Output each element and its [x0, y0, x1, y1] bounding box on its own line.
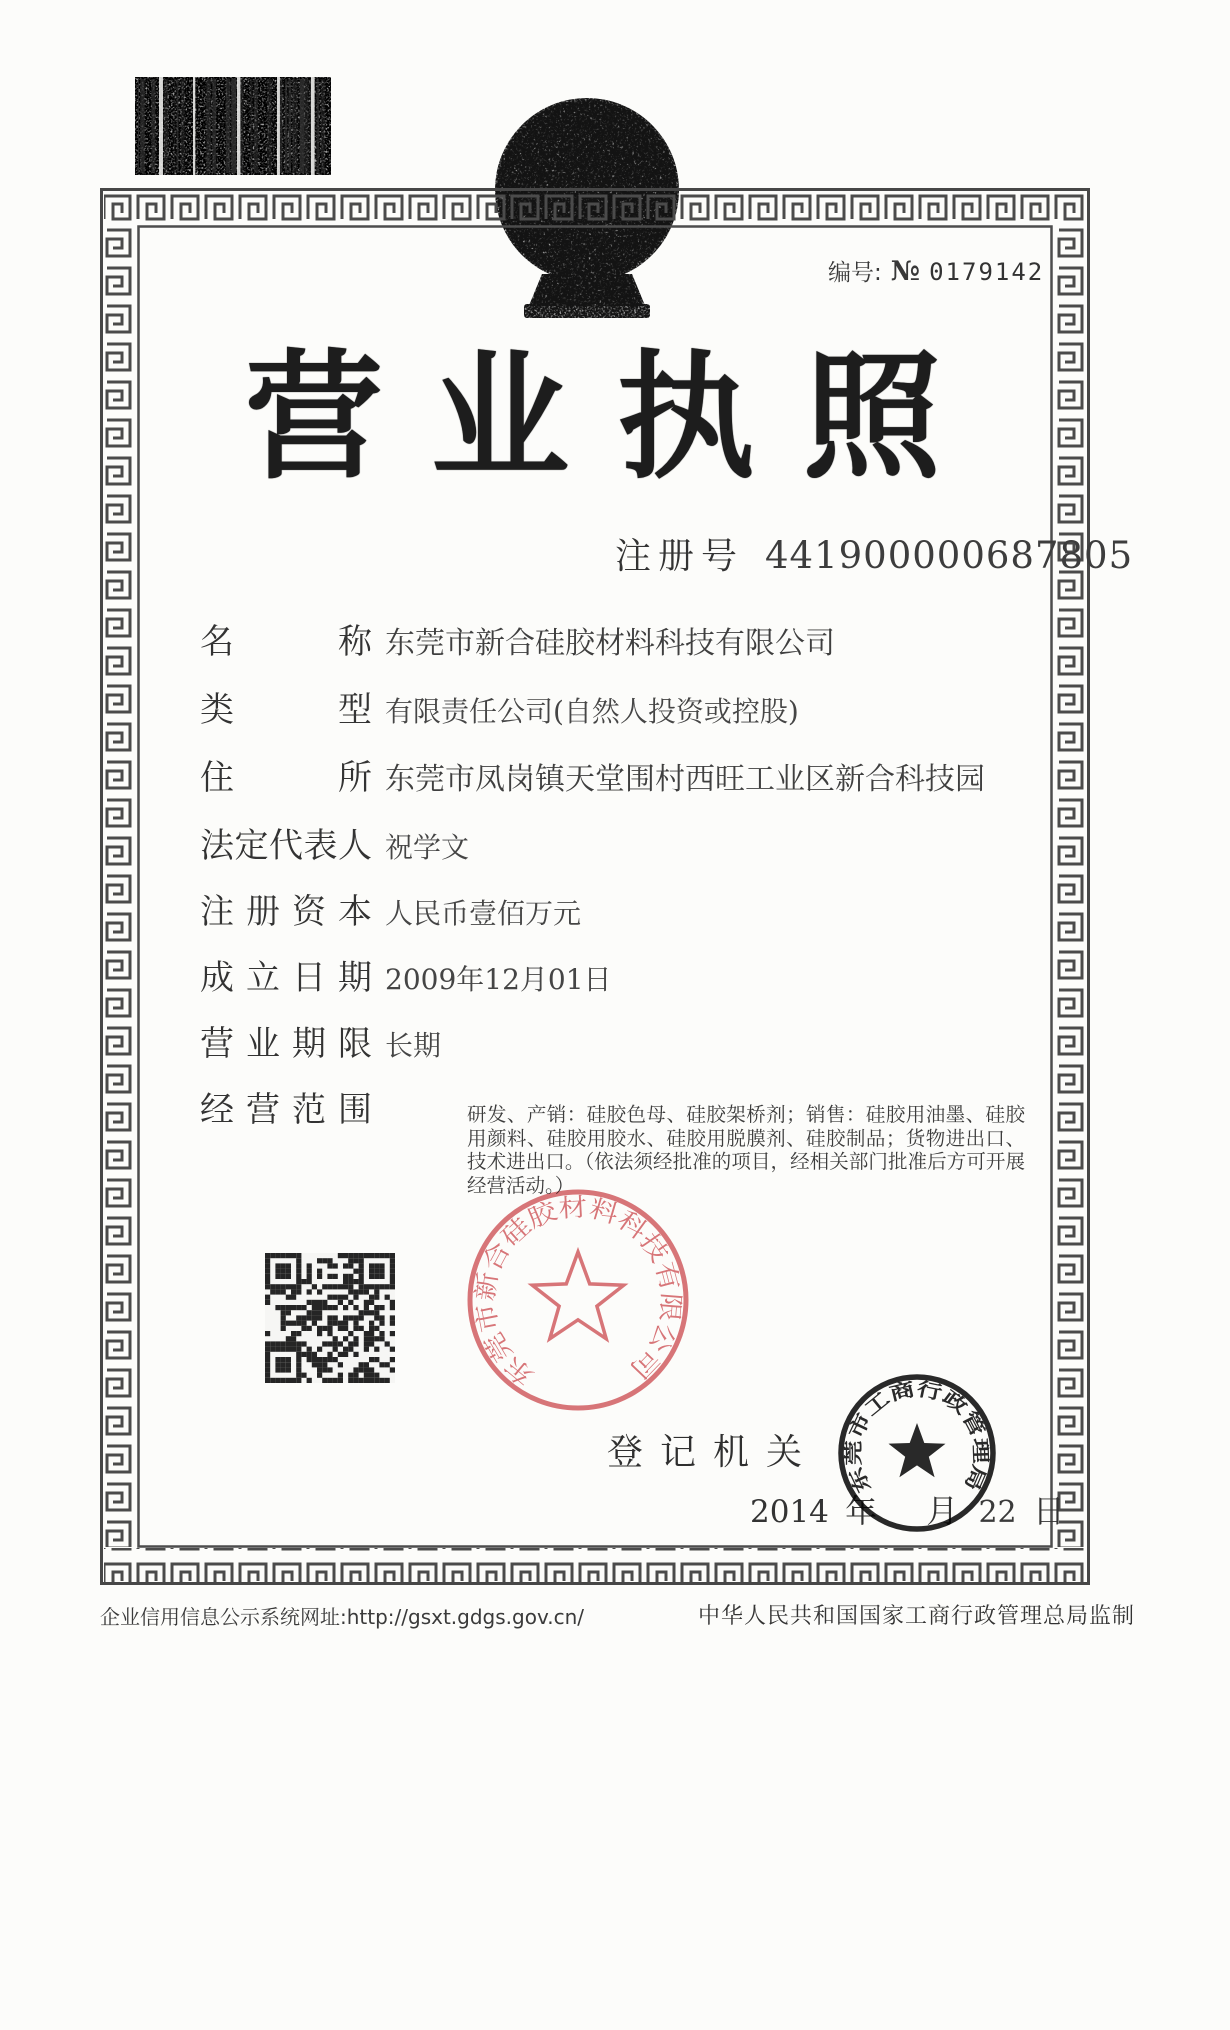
footer-issuer: 中华人民共和国国家工商行政管理总局监制 [697, 1604, 1135, 1629]
registry-stamp-text: 东莞市工商行政管理局 [842, 1377, 992, 1497]
company-seal-text: 东莞市新合硅胶材料科技有限公司 [470, 1192, 686, 1392]
company-seal [462, 1184, 694, 1416]
day-unit: 日 [1032, 1492, 1065, 1530]
star-icon [532, 1252, 623, 1339]
field-value: 2009年12月01日 [385, 963, 612, 996]
qr-code [265, 1253, 395, 1383]
field-value: 研发、产销：硅胶色母、硅胶架桥剂；销售：硅胶用油墨、硅胶用颜料、硅胶用胶水、硅胶用脱膜剂、硅胶制品；货物进出口、技术进出口。（依法须经批准的项目，经相关部门批准后方可开展经营活动。） [467, 1103, 1025, 1197]
serial-number: 0179142 [929, 258, 1045, 286]
svg-text:东莞市新合硅胶材料科技有限公司 [462, 1184, 694, 1416]
document-title: 营业执照 [244, 337, 989, 498]
field-label: 注 册 资 本 [200, 892, 372, 932]
numero-symbol: № [890, 256, 921, 287]
field-label: 法 定 代 表 人 [200, 826, 372, 866]
registration-number: 441900000687805 [765, 534, 1134, 577]
field-value: 祝学文 [385, 831, 470, 864]
registry-stamp [836, 1372, 998, 1534]
field-row-legal-representative [200, 818, 469, 867]
month-unit: 月 [926, 1492, 959, 1530]
registration-label: 注 册 号 [615, 536, 737, 577]
serial-label: 编号: [828, 260, 882, 286]
registration-number-row [615, 528, 1133, 579]
barcode [135, 75, 331, 177]
field-row-type [200, 682, 799, 731]
field-label: 营 业 期 限 [200, 1024, 372, 1064]
field-label: 成 立 日 期 [200, 958, 372, 998]
field-value: 人民币壹佰万元 [385, 897, 582, 930]
field-label: 经 营 范 围 [200, 1090, 372, 1130]
field-row-business-term [200, 1016, 441, 1065]
field-value: 长期 [385, 1029, 442, 1062]
serial-number-row [828, 254, 1048, 287]
registrar-row [607, 1424, 802, 1475]
issue-day: 22 [978, 1495, 1017, 1530]
year-unit: 年 [845, 1492, 878, 1530]
field-row-establish-date [200, 950, 612, 999]
field-label: 类 型 [200, 690, 372, 730]
field-row-address [200, 750, 985, 799]
registrar-label: 登 记 机 关 [607, 1432, 802, 1473]
field-label: 住 所 [200, 758, 372, 798]
field-row-business-scope [200, 1082, 1025, 1197]
field-label: 名 称 [200, 622, 372, 662]
issue-year: 2014 [750, 1494, 829, 1530]
field-value: 东莞市新合硅胶材料科技有限公司 [385, 626, 835, 661]
field-row-registered-capital [200, 884, 581, 933]
field-row-name [200, 614, 835, 663]
footer-public-info-url: 企业信用信息公示系统网址:http://gsxt.gdgs.gov.cn/ [100, 1605, 585, 1629]
field-value: 有限责任公司(自然人投资或控股) [385, 695, 799, 728]
star-icon [889, 1423, 946, 1477]
field-value: 东莞市凤岗镇天堂围村西旺工业区新合科技园 [385, 762, 985, 797]
